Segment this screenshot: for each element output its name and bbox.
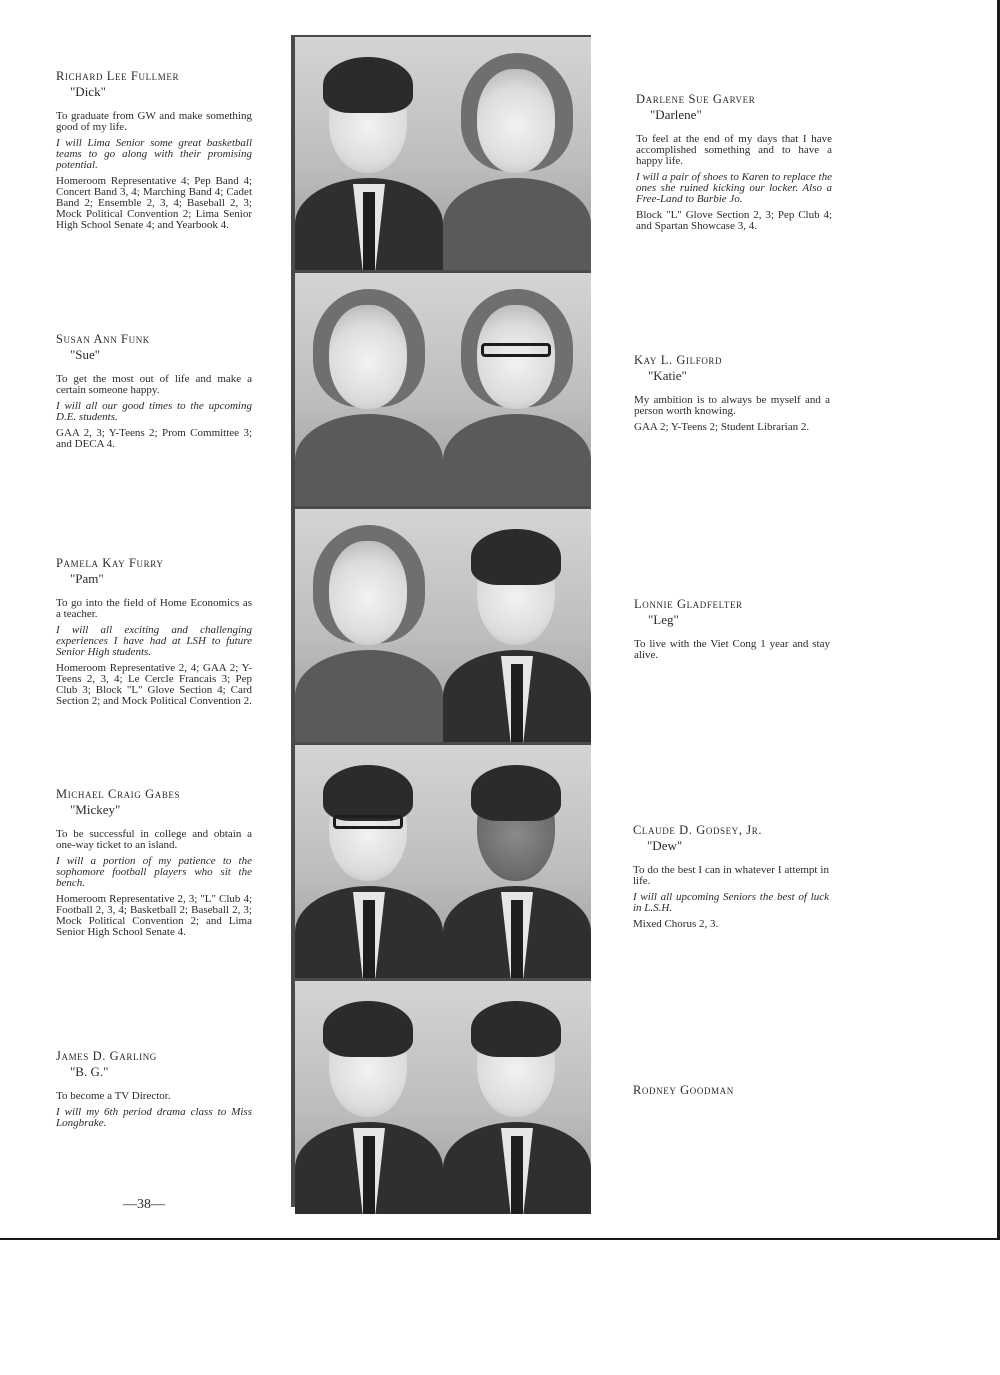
senior-will: I will a portion of my patience to the sophomore football players who sit the bench. (56, 855, 252, 889)
senior-activities: GAA 2, 3; Y-Teens 2; Prom Committee 3; and DECA 4. (56, 427, 252, 450)
senior-will: I will all exciting and challenging experiences I have had at LSH to future Senior High students. (56, 624, 252, 658)
senior-name: Susan Ann Funk (56, 332, 150, 346)
senior-nickname: "Leg" (648, 612, 679, 627)
senior-activities: Homeroom Representative 2, 4; GAA 2; Y-Teens 2, 3, 4; Le Cercle Francais 3; Pep Club 3; Block "L" Glove Section 4; Card Section 2; and Mock Political Convention 2. (56, 662, 252, 707)
portrait-james-garling (295, 981, 443, 1214)
senior-name: Claude D. Godsey, Jr. (633, 823, 763, 837)
senior-entry-james-garling (56, 1051, 252, 1134)
senior-entry-susan-funk (56, 334, 252, 455)
portrait-richard-fullmer (295, 37, 443, 270)
senior-ambition: My ambition is to always be myself and a person worth knowing. (634, 394, 830, 417)
senior-entry-kay-gilford (634, 355, 830, 438)
portrait-darlene-garver (443, 37, 591, 270)
senior-name: Pamela Kay Furry (56, 556, 164, 570)
senior-activities: Homeroom Representative 4; Pep Band 4; Concert Band 3, 4; Marching Band 4; Cadet Band 2; Ensemble 2, 3, 4; Baseball 2, 3; Mock Political Convention 2; Lima Senior High School Senate 4; and Yearbook 4. (56, 175, 252, 231)
senior-name: Michael Craig Gabes (56, 787, 181, 801)
senior-entry-pamela-furry (56, 558, 252, 712)
senior-nickname: "Katie" (648, 368, 687, 383)
senior-activities: Mixed Chorus 2, 3. (633, 918, 719, 930)
senior-entry-rodney-goodman (633, 1085, 829, 1100)
senior-ambition: To go into the field of Home Economics as a teacher. (56, 597, 252, 620)
senior-entry-darlene-garver (636, 94, 832, 237)
senior-ambition: To graduate from GW and make something good of my life. (56, 110, 252, 133)
senior-entry-richard-fullmer (56, 71, 252, 236)
senior-activities: Homeroom Representative 2, 3; "L" Club 4; Football 2, 3, 4; Basketball 2; Baseball 2, 3; Mock Political Convention 2; and Lima Senior High School Senate 4. (56, 893, 252, 938)
portrait-column (291, 35, 591, 1207)
senior-name: Richard Lee Fullmer (56, 69, 180, 83)
senior-nickname: "Darlene" (650, 107, 702, 122)
senior-nickname: "Mickey" (70, 802, 121, 817)
senior-nickname: "Dick" (70, 84, 106, 99)
senior-ambition: To do the best I can in whatever I attempt in life. (633, 864, 829, 887)
portrait-pamela-furry (295, 509, 443, 742)
senior-name: Rodney Goodman (633, 1083, 734, 1097)
page-number: —38— (123, 1197, 165, 1212)
senior-nickname: "Dew" (647, 838, 683, 853)
senior-name: Darlene Sue Garver (636, 92, 756, 106)
senior-will: I will a pair of shoes to Karen to replace the ones she ruined kicking our locker. Also a Free-Land to Barbie Jo. (636, 171, 832, 205)
senior-nickname: "Pam" (70, 571, 104, 586)
bottom-fold (0, 1240, 1000, 1375)
senior-entry-claude-godsey (633, 825, 829, 935)
senior-will: I will my 6th period drama class to Miss Longbrake. (56, 1106, 252, 1129)
senior-nickname: "Sue" (70, 347, 101, 362)
senior-ambition: To be successful in college and obtain a one-way ticket to an island. (56, 828, 252, 851)
senior-entry-lonnie-gladfelter (634, 599, 830, 666)
senior-will: I will all our good times to the upcoming D.E. students. (56, 400, 252, 423)
senior-activities: GAA 2; Y-Teens 2; Student Librarian 2. (634, 421, 810, 433)
senior-activities: Block "L" Glove Section 2, 3; Pep Club 4; and Spartan Showcase 3, 4. (636, 209, 832, 232)
senior-nickname: "B. G." (70, 1064, 109, 1079)
senior-ambition: To feel at the end of my days that I have accomplished something and to have a happy life. (636, 133, 832, 167)
portrait-rodney-goodman (443, 981, 591, 1214)
portrait-kay-gilford (443, 273, 591, 506)
senior-ambition: To get the most out of life and make a certain someone happy. (56, 373, 252, 396)
senior-ambition: To become a TV Director. (56, 1090, 171, 1102)
portrait-susan-funk (295, 273, 443, 506)
senior-name: James D. Garling (56, 1049, 157, 1063)
senior-name: Lonnie Gladfelter (634, 597, 743, 611)
portrait-michael-gabes (295, 745, 443, 978)
senior-will: I will Lima Senior some great basketball teams to go along with their promising potential. (56, 137, 252, 171)
senior-ambition: To live with the Viet Cong 1 year and stay alive. (634, 638, 830, 661)
senior-will: I will all upcoming Seniors the best of luck in L.S.H. (633, 891, 829, 914)
portrait-lonnie-gladfelter (443, 509, 591, 742)
portrait-claude-godsey (443, 745, 591, 978)
senior-entry-michael-gabes (56, 789, 252, 943)
senior-name: Kay L. Gilford (634, 353, 723, 367)
